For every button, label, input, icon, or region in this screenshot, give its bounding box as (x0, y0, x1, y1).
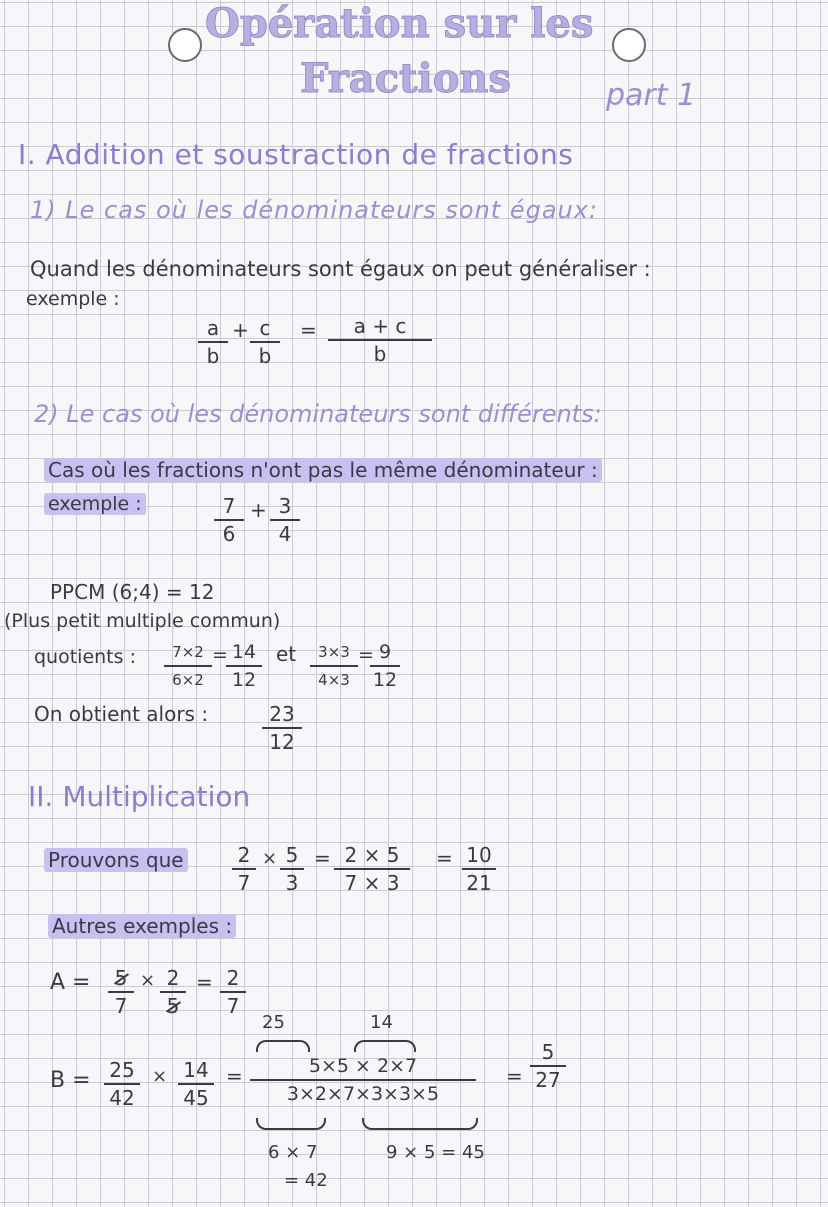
B-under-9x5: 9 × 5 = 45 (386, 1142, 485, 1163)
page-title-line1: Opération sur les (205, 0, 594, 47)
result-label: On obtient alors : (34, 702, 209, 726)
quotient1-equals: = (212, 644, 228, 666)
section1-sub2-heading: 2) Le cas où les dénominateurs sont différents: (34, 400, 602, 428)
sub2-text (44, 458, 602, 482)
prove-label-highlight: Prouvons que (44, 848, 188, 872)
B-big-fraction: 5×5 × 2×7 3×2×7×3×3×5 (250, 1054, 476, 1106)
result-fraction: 23 12 (262, 702, 302, 754)
B-brace-bottom-left (256, 1118, 326, 1130)
A-f1-num-cancelled: 5 (114, 966, 128, 990)
page-title-line2: Fractions (300, 55, 511, 102)
prove-fraction-5-3: 5 3 (280, 843, 304, 895)
A-times: × (140, 970, 156, 991)
A-f2-den-cancelled: 5 (166, 994, 180, 1018)
B-fraction2: 14 45 (178, 1058, 214, 1110)
quotient2-fraction: 3×3 4×3 (310, 640, 358, 692)
sub2-example-highlight: exemple : (44, 493, 146, 515)
B-times: × (152, 1066, 168, 1087)
B-brace-top-left (256, 1040, 310, 1052)
page-part-label: part 1 (606, 78, 697, 113)
autres-exemples-highlight: Autres exemples : (48, 914, 236, 938)
prove-fraction-10-21: 10 21 (462, 843, 496, 895)
B-label: B = (50, 1068, 91, 1093)
formula-fraction-c-b: c b (250, 316, 280, 368)
section1-sub1-heading: 1) Le cas où les dénominateurs sont égaux: (30, 196, 599, 224)
prove-fraction-2-7: 2 7 (232, 843, 256, 895)
autres-exemples (48, 914, 236, 938)
sub1-text: Quand les dénominateurs sont égaux on peut généraliser : (30, 257, 651, 281)
example-plus: + (250, 498, 267, 522)
quotients-label: quotients : (34, 646, 136, 668)
prove-label (44, 848, 188, 872)
B-under-6x7: 6 × 7 (268, 1142, 318, 1163)
prove-equals1: = (314, 846, 331, 870)
example-fraction-3-4: 3 4 (270, 494, 300, 546)
B-brace-label-14: 14 (370, 1012, 393, 1033)
A-equals: = (196, 970, 213, 994)
section1-heading: I. Addition et soustraction de fractions (18, 138, 574, 171)
ppcm-note: (Plus petit multiple commun) (4, 610, 281, 632)
section2-heading: II. Multiplication (28, 780, 251, 813)
quotients-et: et (276, 642, 297, 666)
binder-hole-left (168, 28, 202, 62)
sub1-example-label: exemple : (26, 288, 120, 310)
B-under-42: = 42 (284, 1170, 328, 1191)
B-brace-bottom-right (362, 1118, 478, 1130)
binder-hole-right (612, 28, 646, 62)
sub2-text-highlight: Cas où les fractions n'ont pas le même dénominateur : (44, 458, 602, 482)
A-result: 2 7 (220, 966, 246, 1018)
quotient2-result: 9 12 (370, 640, 400, 692)
prove-fraction-product: 2 × 5 7 × 3 (334, 843, 410, 895)
B-equals2: = (506, 1064, 523, 1088)
B-brace-label-25: 25 (262, 1012, 285, 1033)
formula-plus: + (232, 318, 249, 342)
A-label: A = (50, 970, 91, 995)
B-fraction1: 25 42 (104, 1058, 140, 1110)
quotient1-fraction: 7×2 6×2 (164, 640, 212, 692)
A-fraction2: 2 5 (160, 966, 186, 1018)
formula-fraction-a-b: a b (198, 316, 228, 368)
B-brace-top-right (354, 1040, 416, 1052)
B-equals: = (226, 1064, 243, 1088)
formula-fraction-sum: a + c b (328, 314, 432, 366)
B-result: 5 27 (530, 1040, 566, 1092)
formula-equals: = (300, 318, 317, 342)
A-fraction1: 5 7 (108, 966, 134, 1018)
sub2-example-label (44, 493, 146, 515)
ppcm-line: PPCM (6;4) = 12 (50, 580, 215, 604)
quotient1-result: 14 12 (226, 640, 262, 692)
example-fraction-7-6: 7 6 (214, 494, 244, 546)
quotient2-equals: = (358, 644, 374, 666)
prove-equals2: = (436, 846, 453, 870)
prove-times: × (262, 848, 278, 869)
